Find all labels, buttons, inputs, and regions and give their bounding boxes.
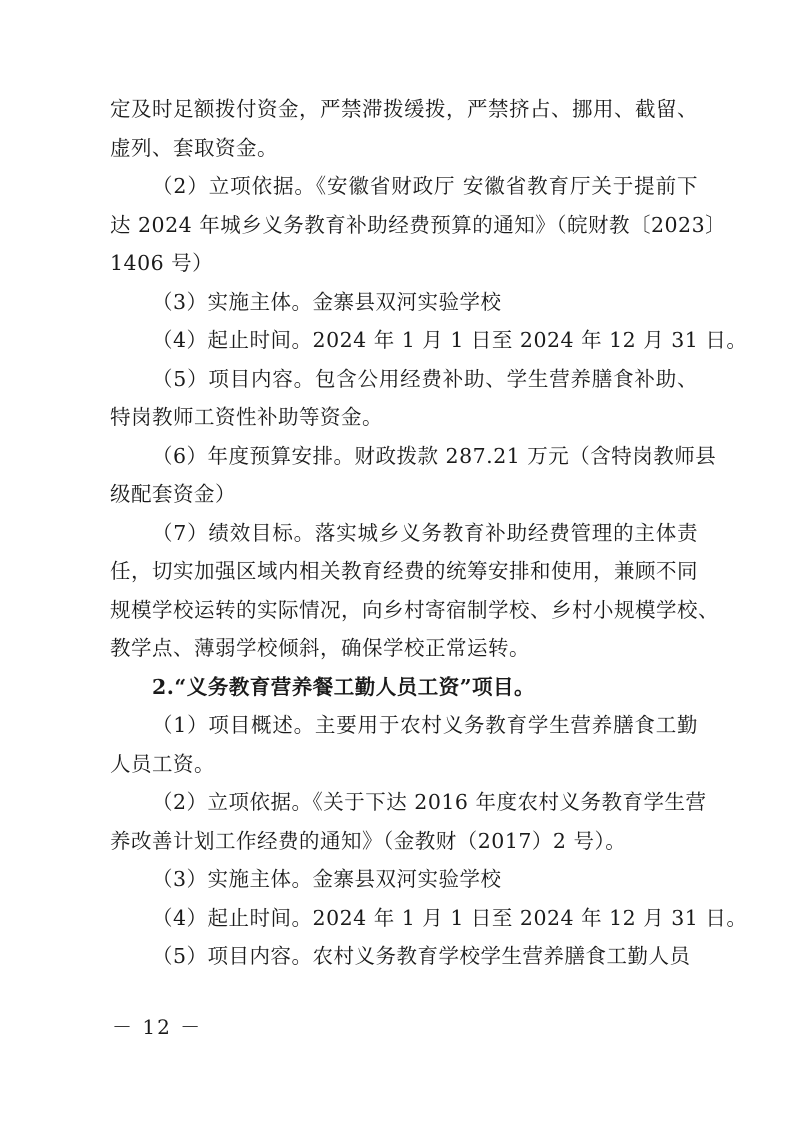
text-line: 教学点、薄弱学校倾斜，确保学校正常运转。	[110, 636, 530, 660]
paragraph	[110, 783, 707, 860]
text-line: 达 2024 年城乡义务教育补助经费预算的通知》（皖财教〔2023〕	[110, 212, 727, 237]
text-line: 2.“义务教育营养餐工勤人员工资”项目。	[152, 674, 535, 699]
text-line: （3）实施主体。金寨县双河实验学校	[152, 867, 502, 891]
page-number: － 12 －	[112, 1015, 203, 1039]
text-line: （7）绩效目标。落实城乡义务教育补助经费管理的主体责	[152, 520, 698, 545]
paragraph	[110, 706, 698, 783]
text-line: 级配套资金）	[110, 482, 236, 506]
paragraph	[110, 437, 717, 514]
text-line: （6）年度预算安排。财政拨款 287.21 万元（含特岗教师县	[152, 443, 717, 468]
paragraph	[110, 167, 727, 283]
text-line: （5）项目内容。包含公用经费补助、学生营养膳食补助、	[152, 366, 698, 391]
paragraph	[110, 668, 698, 707]
text-line: 定及时足额拨付资金，严禁滞拨缓拨，严禁挤占、挪用、截留、	[110, 97, 698, 121]
text-line: 规模学校运转的实际情况，向乡村寄宿制学校、乡村小规模学校、	[110, 597, 719, 622]
text-line: 人员工资。	[110, 751, 215, 776]
paragraph	[110, 90, 698, 167]
paragraph	[110, 937, 698, 976]
paragraph	[110, 283, 698, 322]
text-line: （1）项目概述。主要用于农村义务教育学生营养膳食工勤	[152, 713, 698, 737]
text-line: （2）立项依据。《关于下达 2016 年度农村义务教育学生营	[152, 790, 707, 814]
text-line: 特岗教师工资性补助等资金。	[110, 405, 383, 429]
paragraph	[110, 899, 748, 938]
text-line: （3）实施主体。金寨县双河实验学校	[152, 289, 502, 314]
text-line: 1406 号）	[110, 251, 214, 275]
text-line: （4）起止时间。2024 年 1 月 1 日至 2024 年 12 月 31 日。	[152, 905, 748, 930]
text-line: 任，切实加强区域内相关教育经费的统筹安排和使用，兼顾不同	[110, 559, 698, 583]
text-line: （5）项目内容。农村义务教育学校学生营养膳食工勤人员	[152, 944, 691, 968]
paragraph	[110, 860, 698, 899]
document-body	[110, 90, 748, 976]
paragraph	[110, 360, 698, 437]
paragraph	[110, 514, 719, 668]
text-line: （2）立项依据。《安徽省财政厅 安徽省教育厅关于提前下	[152, 174, 698, 198]
text-line: （4）起止时间。2024 年 1 月 1 日至 2024 年 12 月 31 日。	[152, 328, 748, 352]
text-line: 虚列、套取资金。	[110, 135, 278, 160]
paragraph	[110, 321, 748, 360]
text-line: 养改善计划工作经费的通知》（金教财（2017）2 号）。	[110, 828, 627, 853]
